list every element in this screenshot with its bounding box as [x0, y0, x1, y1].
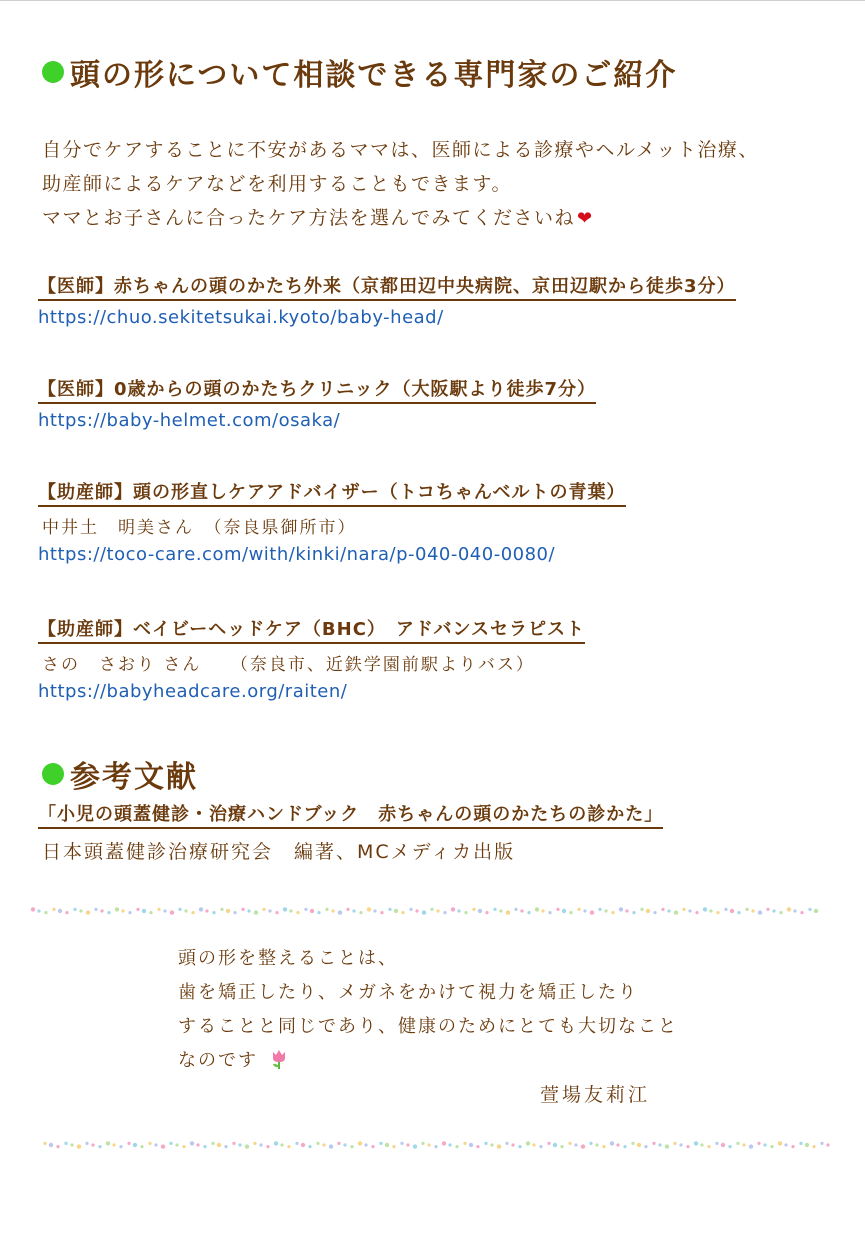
intro-line-2: 助産師によるケアなどを利用することもできます。: [42, 173, 512, 195]
tulip-icon: [270, 1048, 288, 1070]
signature: 萱場友莉江: [540, 1084, 651, 1106]
closing-message: [178, 942, 678, 1078]
entry-title: 【医師】0歳からの頭のかたちクリニック（大阪駅より徒歩7分）: [38, 375, 596, 404]
page-title-text: 頭の形について相談できる専門家のご紹介: [70, 58, 678, 93]
page-title: [42, 50, 677, 94]
references: [38, 800, 663, 864]
references-heading-text: 参考文献: [70, 760, 198, 795]
green-bullet-icon: [42, 61, 64, 83]
entry-doctor-osaka: [38, 375, 596, 431]
entry-title: 【助産師】ベイビーヘッドケア（BHC） アドバンスセラピスト: [38, 615, 585, 644]
entry-title: 【助産師】頭の形直しケアアドバイザー（トコちゃんベルトの青葉）: [38, 478, 626, 507]
dotted-divider: [42, 1140, 837, 1150]
references-heading: [42, 752, 198, 796]
intro-text: [42, 133, 759, 236]
entry-person: さの さおり さん （奈良市、近鉄学園前駅よりバス）: [42, 655, 535, 675]
entry-link[interactable]: https://babyheadcare.org/raiten/: [38, 681, 348, 702]
entry-midwife-bhc: [38, 615, 585, 702]
message-line-3: することと同じであり、健康のためにとても大切なこと: [178, 1016, 678, 1037]
intro-line-3: ママとお子さんに合ったケア方法を選んでみてくださいね ❤: [42, 207, 594, 229]
reference-publisher: 日本頭蓋健診治療研究会 編著、MCメディカ出版: [42, 841, 516, 863]
heart-icon: ❤: [577, 208, 594, 229]
message-line-2: 歯を矯正したり、メガネをかけて視力を矯正したり: [178, 982, 638, 1003]
dotted-divider: [30, 906, 825, 916]
message-line-4: なのです: [178, 1044, 678, 1078]
entry-link[interactable]: https://toco-care.com/with/kinki/nara/p-040-040-0080/: [38, 544, 556, 565]
entry-link[interactable]: https://chuo.sekitetsukai.kyoto/baby-head/: [38, 307, 444, 328]
top-border: [0, 0, 865, 1]
entry-title: 【医師】赤ちゃんの頭のかたち外来（京都田辺中央病院、京田辺駅から徒歩3分）: [38, 272, 736, 301]
entry-link[interactable]: https://baby-helmet.com/osaka/: [38, 410, 341, 431]
entry-doctor-kyoto: [38, 272, 736, 328]
green-bullet-icon: [42, 763, 64, 785]
entry-person: 中井土 明美さん （奈良県御所市）: [42, 518, 357, 538]
entry-midwife-nara: [38, 478, 626, 565]
message-line-1: 頭の形を整えることは、: [178, 948, 398, 969]
intro-line-1: 自分でケアすることに不安があるママは、医師による診療やヘルメット治療、: [42, 139, 759, 161]
reference-book: 「小児の頭蓋健診・治療ハンドブック 赤ちゃんの頭のかたちの診かた」: [38, 800, 663, 829]
